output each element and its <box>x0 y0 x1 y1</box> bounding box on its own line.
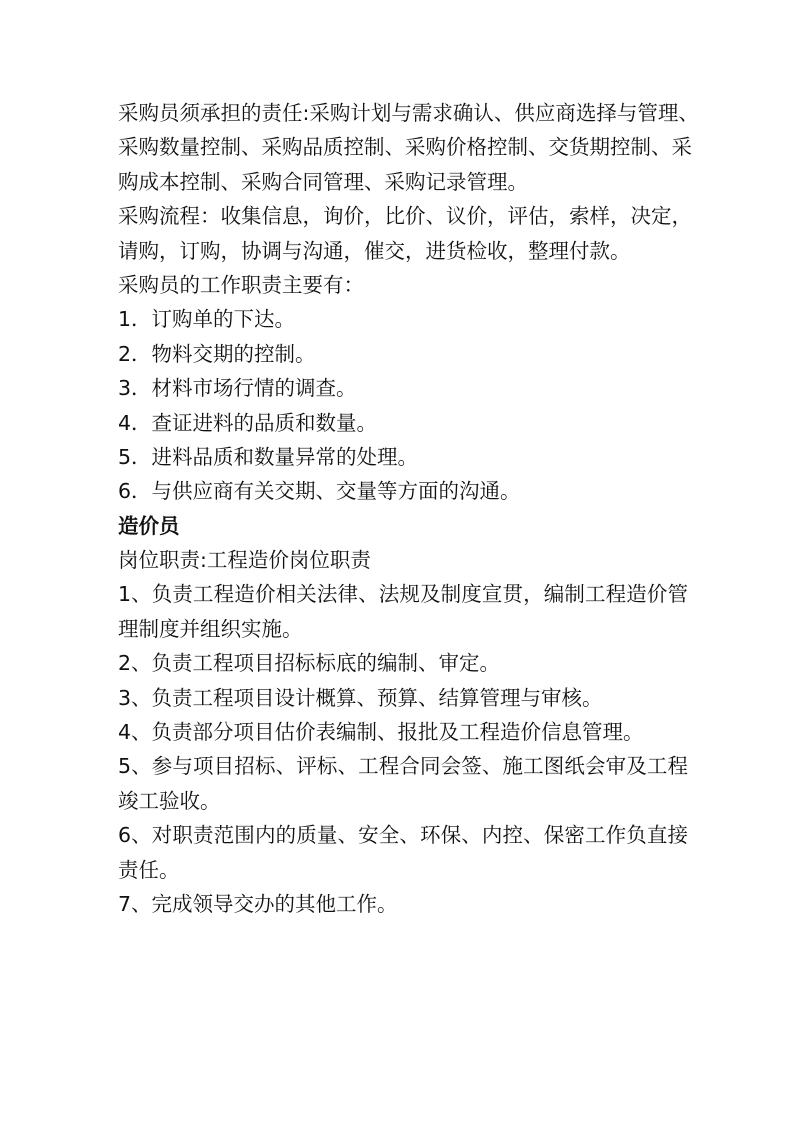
list-item: 3．材料市场行情的调查。 <box>118 376 357 401</box>
list-item-continuation: 理制度并组织实施。 <box>118 616 303 641</box>
paragraph-line: 购成本控制、采购合同管理、采购记录管理。 <box>118 169 528 194</box>
list-item: 4、负责部分项目估价表编制、报批及工程造价信息管理。 <box>118 720 644 745</box>
paragraph-line: 岗位职责:工程造价岗位职责 <box>118 548 371 573</box>
list-item: 3、负责工程项目设计概算、预算、结算管理与审核。 <box>118 685 603 710</box>
list-item-continuation: 责任。 <box>118 857 180 882</box>
list-item: 2、负责工程项目招标标底的编制、审定。 <box>118 651 501 676</box>
list-item: 5、参与项目招标、评标、工程合同会签、施工图纸会审及工程 <box>118 754 688 779</box>
list-item: 7、完成领导交办的其他工作。 <box>118 891 398 916</box>
paragraph-line: 请购，订购，协调与沟通，催交，进货检收，整理付款。 <box>118 238 631 263</box>
paragraph-line: 采购员须承担的责任:采购计划与需求确认、供应商选择与管理、 <box>118 101 699 125</box>
list-item: 1、负责工程造价相关法律、法规及制度宣贯，编制工程造价管 <box>118 582 688 607</box>
list-item: 6、对职责范围内的质量、安全、环保、内控、保密工作负直接 <box>118 823 688 848</box>
list-item: 5．进料品质和数量异常的处理。 <box>118 444 419 469</box>
paragraph-line: 采购员的工作职责主要有： <box>118 272 364 297</box>
section-heading: 造价员 <box>118 513 180 538</box>
list-item: 4．查证进料的品质和数量。 <box>118 410 378 435</box>
list-item-continuation: 竣工验收。 <box>118 788 221 813</box>
list-item: 6．与供应商有关交期、交量等方面的沟通。 <box>118 479 521 504</box>
list-item: 1．订购单的下达。 <box>118 307 296 332</box>
paragraph-line: 采购数量控制、采购品质控制、采购价格控制、交货期控制、采 <box>118 135 692 160</box>
document-body <box>118 96 699 921</box>
list-item: 2．物料交期的控制。 <box>118 341 316 366</box>
paragraph-line: 采购流程：收集信息，询价，比价、议价，评估，索样，决定， <box>118 204 692 229</box>
